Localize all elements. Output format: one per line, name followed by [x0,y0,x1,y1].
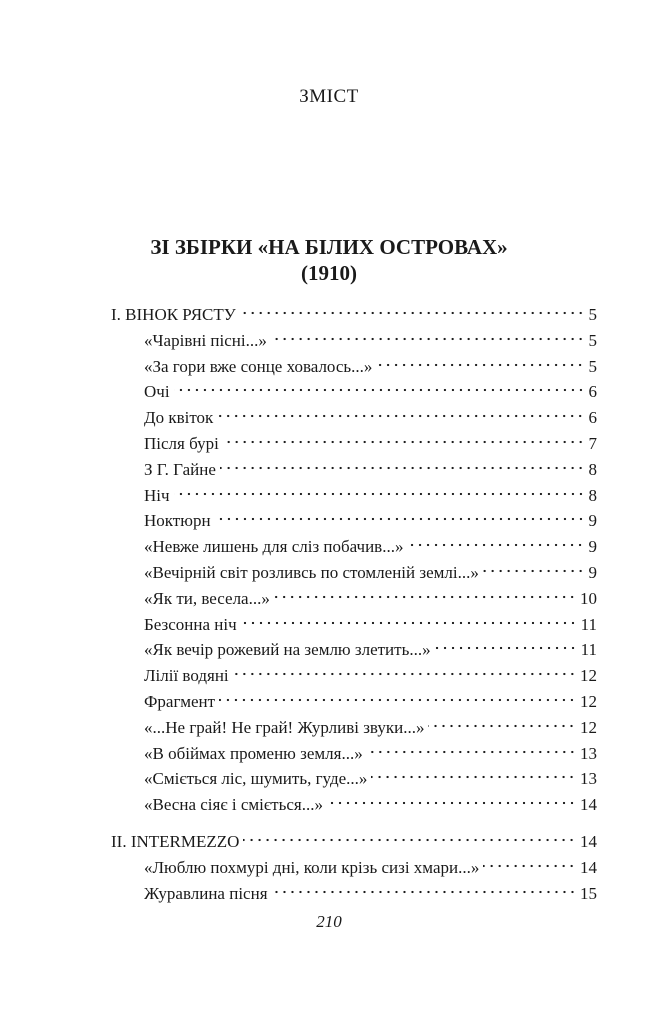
dot-leader [367,749,576,755]
toc-entry-title: «За гори вже сонце ховалось...» [144,356,373,376]
toc-entry [111,881,597,907]
toc-entry [111,663,597,689]
toc-entry-title: Після бурі [144,433,219,453]
toc-entry-page: 14 [580,857,597,877]
toc-entry-title: З Г. Гайне [144,459,216,479]
toc-entry-title: До квіток [144,408,214,428]
toc-part-title: II. INTERMEZZO [111,831,240,851]
dot-leader [240,310,585,316]
toc-entry-page: 12 [580,666,597,686]
toc-entry [111,766,597,792]
toc-entry [111,328,597,354]
toc-entry-title: «Сміється ліс, шумить, гуде...» [144,769,368,789]
toc-entry [111,715,597,741]
toc-entry-page: 13 [580,743,597,763]
dot-leader [327,800,576,806]
toc-entry-page: 5 [588,356,597,376]
toc-entry-title: «Вечірній світ розливсь по стомленій землі...» [144,562,479,582]
toc-part-heading [111,302,597,328]
toc-entry-page: 11 [580,614,597,634]
toc-entry-page: 11 [580,640,597,660]
dot-leader [220,465,585,471]
toc-part [111,302,597,818]
toc-entry [111,431,597,457]
toc-entry [111,457,597,483]
dot-leader [483,568,585,574]
toc-entry [111,354,597,380]
dot-leader [174,387,585,393]
dot-leader [174,491,585,497]
toc-entry [111,534,597,560]
section-year: (1910) [301,261,357,285]
toc-entry [111,379,597,405]
toc-entry-title: «Як вечір рожевий на землю злетить...» [144,640,431,660]
toc-part-page: 14 [580,831,597,851]
dot-leader [243,837,576,843]
toc-entry-title: «Чарівні пісні...» [144,330,267,350]
toc-entry [111,741,597,767]
toc-part-heading [111,829,597,855]
page-heading: ЗМІСТ [299,86,359,107]
toc-entry-page: 5 [588,330,597,350]
toc-entry [111,405,597,431]
toc-entry [111,508,597,534]
toc-entry-title: Ніч [144,485,170,505]
dot-leader [428,723,576,729]
dot-leader [274,594,576,600]
toc-entry-page: 9 [588,511,597,531]
toc-entry [111,855,597,881]
table-of-contents [111,302,597,917]
toc-entry-page: 14 [580,795,597,815]
toc-entry [111,586,597,612]
toc-entry-title: Очі [144,382,170,402]
toc-entry-page: 12 [580,717,597,737]
toc-entry-title: Журавлина пісня [144,883,268,903]
toc-entry [111,792,597,818]
toc-part [111,829,597,906]
toc-part-title: I. ВІНОК РЯСТУ [111,305,236,324]
toc-entry-title: Безсонна ніч [144,614,237,634]
dot-leader [223,439,585,445]
toc-entry [111,483,597,509]
toc-part-page: 5 [588,305,597,324]
dot-leader [241,620,577,626]
dot-leader [219,697,576,703]
dot-leader [407,542,584,548]
dot-leader [483,863,576,869]
dot-leader [272,889,576,895]
dot-leader [376,362,584,368]
dot-leader [233,671,576,677]
toc-entry-title: «Люблю похмурі дні, коли крізь сизі хмари...» [144,857,480,877]
toc-entry-page: 13 [580,769,597,789]
toc-entry-page: 8 [588,485,597,505]
toc-entry [111,612,597,638]
dot-leader [217,413,584,419]
section-title: ЗІ ЗБІРКИ «НА БІЛИХ ОСТРОВАХ» [150,235,508,259]
toc-entry-title: «Як ти, весела...» [144,588,270,608]
toc-entry-title: Ноктюрн [144,511,211,531]
toc-entry-page: 6 [588,408,597,428]
toc-entry-page: 8 [588,459,597,479]
toc-entry-page: 15 [580,883,597,903]
toc-entry-title: Фрагмент [144,691,216,711]
toc-entry-title: Лілії водяні [144,666,229,686]
toc-entry [111,637,597,663]
toc-entry [111,560,597,586]
dot-leader [371,774,576,780]
toc-entry-page: 9 [588,537,597,557]
dot-leader [435,645,577,651]
toc-entry-page: 12 [580,691,597,711]
toc-entry-page: 7 [588,433,597,453]
dot-leader [271,336,585,342]
dot-leader [215,516,585,522]
toc-entry-page: 9 [588,562,597,582]
toc-entry-page: 10 [580,588,597,608]
toc-entry-title: «Весна сіяє і сміється...» [144,795,323,815]
toc-entry-title: «...Не грай! Не грай! Журливі звуки...» [144,717,425,737]
toc-entry-title: «В обіймах променю земля...» [144,743,363,763]
toc-entry-page: 6 [588,382,597,402]
toc-entry [111,689,597,715]
page-number: 210 [316,912,342,931]
toc-entry-title: «Невже лишень для сліз побачив...» [144,537,404,557]
